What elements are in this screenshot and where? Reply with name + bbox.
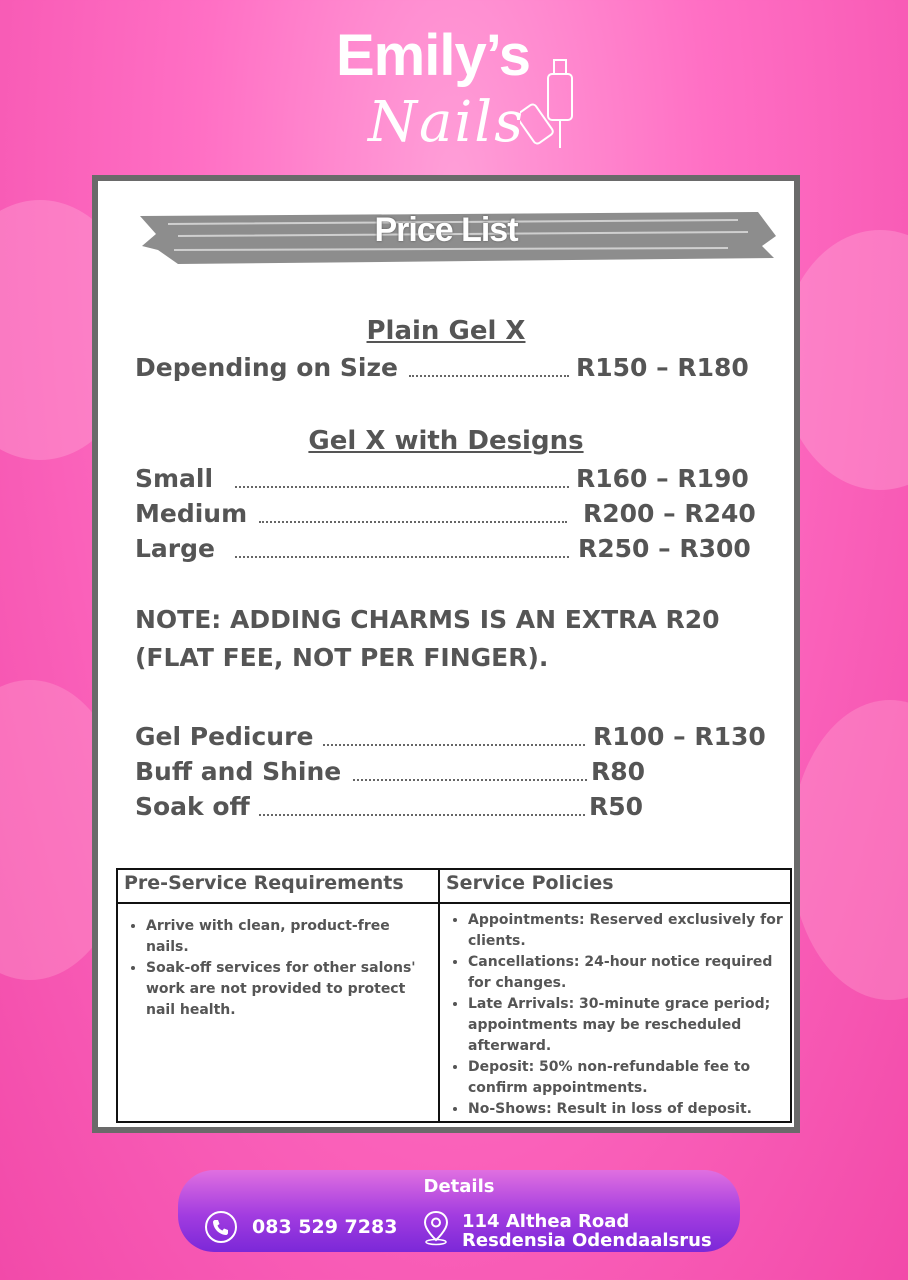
- section-title-designs: Gel X with Designs: [308, 426, 584, 456]
- policies-list: [440, 910, 786, 1120]
- requirements-header: Pre-Service Requirements: [118, 870, 438, 904]
- section-title-plain-gel: Plain Gel X: [366, 316, 526, 346]
- dot-leader: [353, 779, 587, 781]
- requirements-list: [118, 916, 416, 1021]
- service-label: Soak off: [135, 792, 250, 821]
- service-price: R150 – R180: [576, 353, 749, 382]
- list-item: • Deposit: 50% non-refundable fee to confirm appointments.: [468, 1057, 786, 1099]
- dot-leader: [323, 744, 585, 746]
- address-line: Resdensia Odendaalsrus: [462, 1230, 712, 1251]
- location-pin-icon: [422, 1210, 450, 1246]
- dot-leader: [409, 375, 569, 377]
- list-item: • No-Shows: Result in loss of deposit.: [468, 1099, 786, 1120]
- dot-leader: [235, 556, 569, 558]
- price-list-card: [92, 175, 800, 1133]
- address: [462, 1212, 712, 1250]
- phone-icon: [204, 1210, 238, 1244]
- service-price: R250 – R300: [578, 534, 751, 563]
- dot-leader: [235, 486, 569, 488]
- list-item: • Appointments: Reserved exclusively for clients.: [468, 910, 786, 952]
- dot-leader: [259, 521, 567, 523]
- note-line: NOTE: ADDING CHARMS IS AN EXTRA R20: [135, 605, 720, 634]
- details-title: Details: [423, 1176, 495, 1197]
- dot-leader: [259, 814, 585, 816]
- list-item: • Arrive with clean, product-free nails.: [146, 916, 416, 958]
- policies-table: [116, 868, 792, 1123]
- policies-column: [440, 870, 790, 1121]
- service-price: R80: [591, 757, 646, 786]
- service-price: R100 – R130: [593, 722, 766, 751]
- brand-logo: [330, 22, 580, 162]
- service-label: Buff and Shine: [135, 757, 342, 786]
- brand-script: Nails: [368, 90, 525, 155]
- policies-header: Service Policies: [440, 870, 790, 904]
- page-title: Price List: [374, 211, 518, 249]
- address-line: 114 Althea Road: [462, 1211, 630, 1232]
- list-item: • Soak-off services for other salons' work are not provided to protect nail health.: [146, 958, 416, 1021]
- service-label: Depending on Size: [135, 353, 398, 382]
- note-line: (FLAT FEE, NOT PER FINGER).: [135, 643, 549, 672]
- background-decoration: [790, 700, 908, 1000]
- brand-name: Emily’s: [336, 23, 530, 88]
- service-label: Medium: [135, 499, 248, 528]
- service-label: Large: [135, 534, 215, 563]
- service-label: Small: [135, 464, 214, 493]
- service-price: R160 – R190: [576, 464, 749, 493]
- contact-details: [178, 1170, 740, 1252]
- requirements-column: [118, 870, 440, 1121]
- nail-polish-icon: [520, 56, 580, 156]
- service-label: Gel Pedicure: [135, 722, 314, 751]
- charms-note: [135, 601, 795, 677]
- phone-number[interactable]: 083 529 7283: [252, 1216, 398, 1238]
- service-price: R200 – R240: [583, 499, 756, 528]
- service-price: R50: [589, 792, 644, 821]
- list-item: • Cancellations: 24-hour notice required for changes.: [468, 952, 786, 994]
- list-item: • Late Arrivals: 30-minute grace period; appointments may be rescheduled afterward.: [468, 994, 786, 1057]
